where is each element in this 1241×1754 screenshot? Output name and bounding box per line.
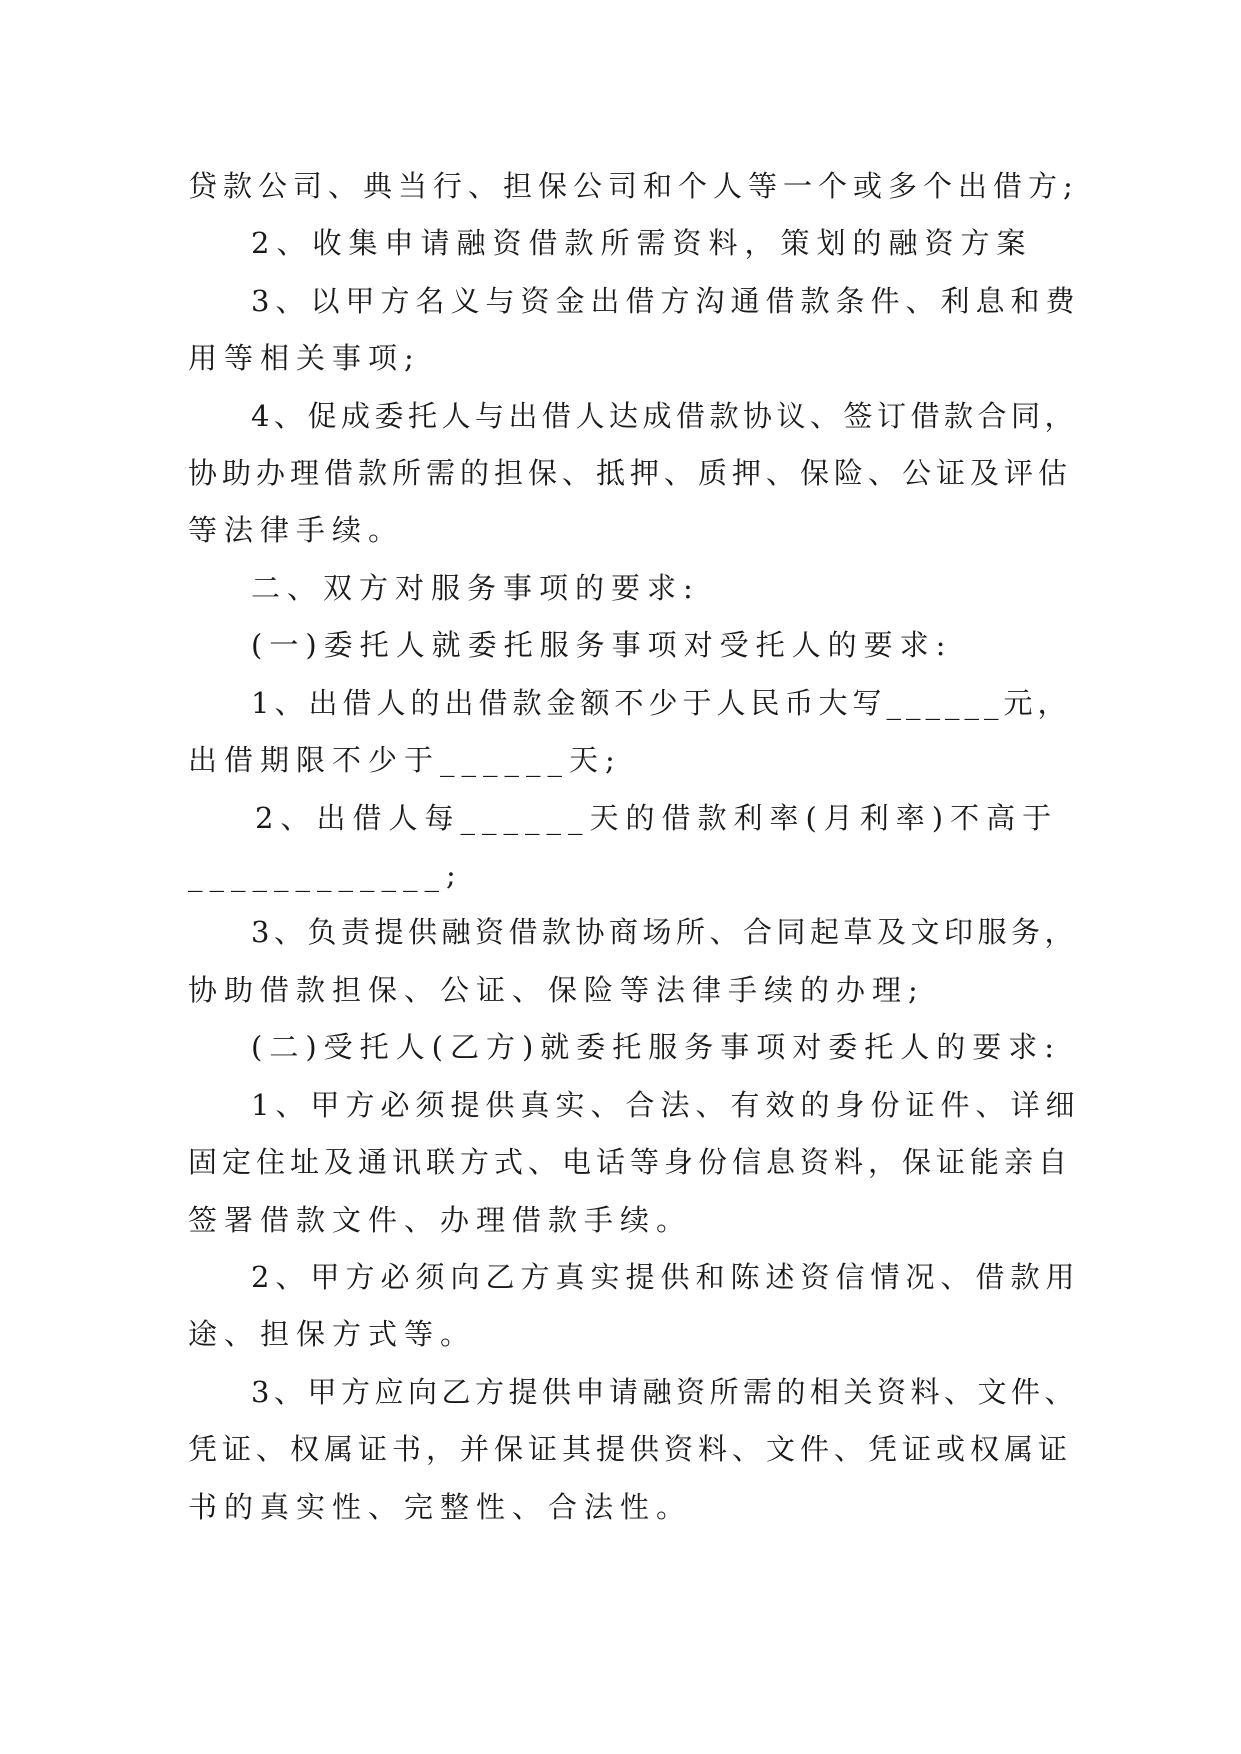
text-line-4: 用等相关事项; [188,341,421,375]
text-line-17: 1、甲方必须提供真实、合法、有效的身份证件、详细 [251,1088,1081,1122]
text-line-18: 固定住址及通讯联方式、电话等身份信息资料，保证能亲自 [188,1145,1073,1179]
text-line-20: 2、甲方必须向乙方真实提供和陈述资信情况、借款用 [251,1260,1081,1294]
text-line-11: 出借期限不少于______天; [188,743,622,777]
section-heading-2: 二、双方对服务事项的要求: [251,571,700,605]
subsection-heading-1: (一)委托人就委托服务事项对受托人的要求: [251,628,953,662]
text-line-1: 贷款公司、典当行、担保公司和个人等一个或多个出借方; [188,169,1079,203]
text-line-24: 书的真实性、完整性、合法性。 [188,1490,693,1524]
subsection-heading-2: (二)受托人(乙方)就委托服务事项对委托人的要求: [251,1030,1062,1064]
text-line-21: 途、担保方式等。 [188,1317,477,1351]
text-line-10: 1、出借人的出借款金额不少于人民币大写______元， [251,686,1072,720]
text-line-2: 2、收集申请融资借款所需资料，策划的融资方案 [251,226,1033,260]
text-line-22: 3、甲方应向乙方提供申请融资所需的相关资料、文件、 [251,1375,1078,1409]
text-line-15: 协助借款担保、公证、保险等法律手续的办理; [188,973,925,1007]
text-line-13: ____________; [188,858,463,892]
text-line-6: 协助办理借款所需的担保、抵押、质押、保险、公证及评估 [188,456,1073,490]
text-line-14: 3、负责提供融资借款协商场所、合同起草及文印服务， [251,915,1078,949]
text-line-12: 2、出借人每______天的借款利率(月利率)不高于 [255,801,1059,835]
text-line-3: 3、以甲方名义与资金出借方沟通借款条件、利息和费 [251,284,1081,318]
text-line-7: 等法律手续。 [188,513,405,547]
text-line-19: 签署借款文件、办理借款手续。 [188,1203,693,1237]
text-line-23: 凭证、权属证书，并保证其提供资料、文件、凭证或权属证 [188,1432,1073,1466]
text-line-5: 4、促成委托人与出借人达成借款协议、签订借款合同， [251,399,1078,433]
